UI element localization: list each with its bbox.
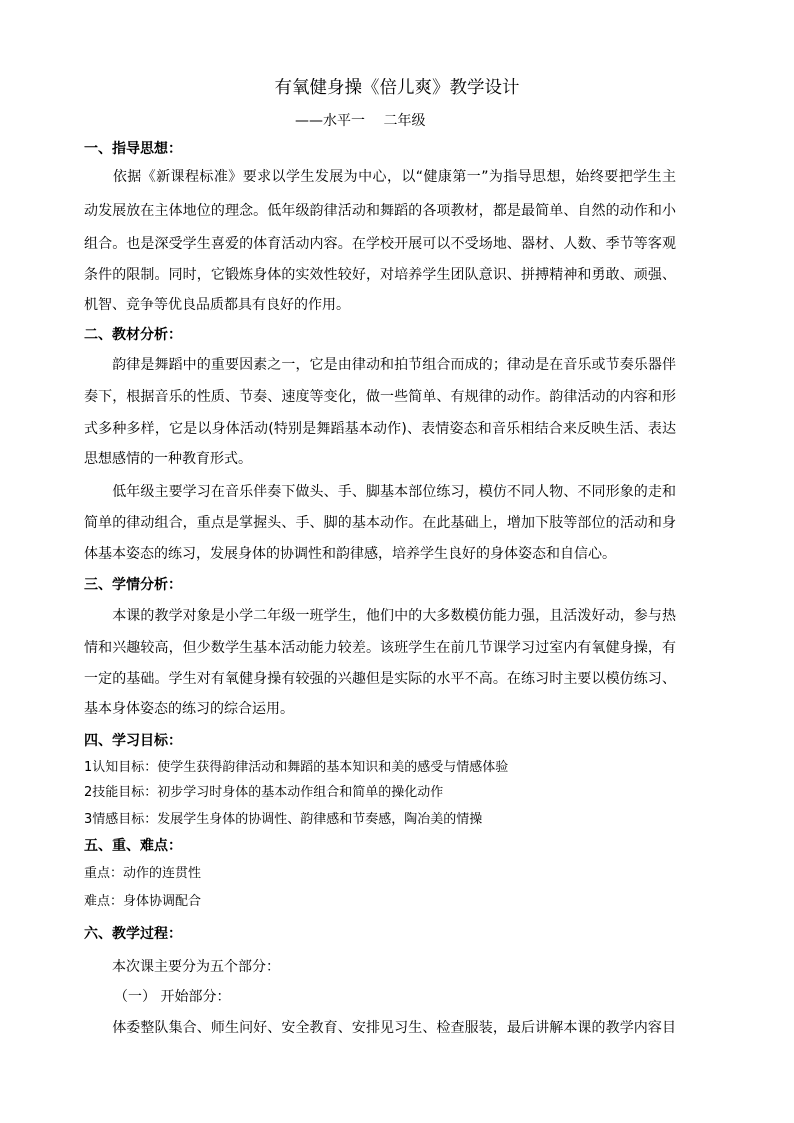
list-item: 3情感目标：发展学生身体的协调性、韵律感和节奏感，陶冶美的情操 xyxy=(84,812,483,827)
section-heading: 五、重、难点： xyxy=(84,838,182,854)
paragraph-line: 式多种多样，它是以身体活动(特别是舞蹈基本动作)、表情姿态和音乐相结合来反映生活、表达 xyxy=(84,421,676,437)
paragraph-line: 依据《新课程标准》要求以学生发展为中心，以“健康第一”为指导思想，始终要把学生主 xyxy=(84,169,676,185)
paragraph-line: 韵律是舞蹈中的重要因素之一，它是由律动和拍节组合而成的；律动是在音乐或节奏乐器伴 xyxy=(84,357,676,373)
paragraph-line: 本次课主要分为五个部分： xyxy=(84,959,280,975)
section-heading: 四、学习目标： xyxy=(84,733,182,749)
paragraph-line: 低年级主要学习在音乐伴奏下做头、手、脚基本部位练习，模仿不同人物、不同形象的走和 xyxy=(84,484,676,500)
paragraph-line: 体委整队集合、师生问好、安全教育、安排见习生、检查服装，最后讲解本课的教学内容目 xyxy=(84,1020,676,1036)
paragraph-line: 组合。也是深受学生喜爱的体育活动内容。在学校开展可以不受场地、器材、人数、季节等客观 xyxy=(84,236,676,252)
section-heading: 一、指导思想： xyxy=(84,141,182,157)
paragraph-line: 简单的律动组合，重点是掌握头、手、脚的基本动作。在此基础上，增加下肢等部位的活动和身 xyxy=(84,515,676,531)
paragraph-line: 本课的教学对象是小学二年级一班学生，他们中的大多数模仿能力强，且活泼好动，参与热 xyxy=(84,608,676,624)
paragraph-line: 基本身体姿态的练习的综合运用。 xyxy=(84,701,294,717)
paragraph-line: 一定的基础。学生对有氧健身操有较强的兴趣但是实际的水平不高。在练习时主要以模仿练习、 xyxy=(84,671,676,687)
list-item: 难点：身体协调配合 xyxy=(84,894,202,909)
list-item: 重点：动作的连贯性 xyxy=(84,866,202,881)
document-title: 有氧健身操《倍儿爽》教学设计 xyxy=(274,78,520,98)
paragraph-line: 思想感情的一种教育形式。 xyxy=(84,451,252,467)
paragraph-line: 机智、竞争等优良品质都具有良好的作用。 xyxy=(84,297,350,313)
subsection-heading: （一） 开始部分： xyxy=(114,989,231,1005)
paragraph-line: 动发展放在主体地位的理念。低年级韵律活动和舞蹈的各项教材，都是最简单、自然的动作和小 xyxy=(84,203,676,219)
paragraph-line: 条件的限制。同时，它锻炼身体的实效性较好，对培养学生团队意识、拼搏精神和勇敢、顽强、 xyxy=(84,267,676,283)
paragraph-line: 奏下，根据音乐的性质、节奏、速度等变化，做一些简单、有规律的动作。韵律活动的内容和形 xyxy=(84,389,676,405)
section-heading: 三、学情分析： xyxy=(84,577,182,593)
section-heading: 二、教材分析： xyxy=(84,327,182,343)
section-heading: 六、教学过程： xyxy=(84,926,182,942)
paragraph-line: 体基本姿态的练习，发展身体的协调性和韵律感，培养学生良好的身体姿态和自信心。 xyxy=(84,546,616,562)
list-item: 1认知目标：使学生获得韵律活动和舞蹈的基本知识和美的感受与情感体验 xyxy=(84,760,509,775)
document-subtitle: ——水平一 二年级 xyxy=(295,113,426,129)
list-item: 2技能目标：初步学习时身体的基本动作组合和简单的操化动作 xyxy=(84,785,444,800)
paragraph-line: 情和兴趣较高，但少数学生基本活动能力较差。该班学生在前几节课学习过室内有氧健身操，有 xyxy=(84,640,676,656)
